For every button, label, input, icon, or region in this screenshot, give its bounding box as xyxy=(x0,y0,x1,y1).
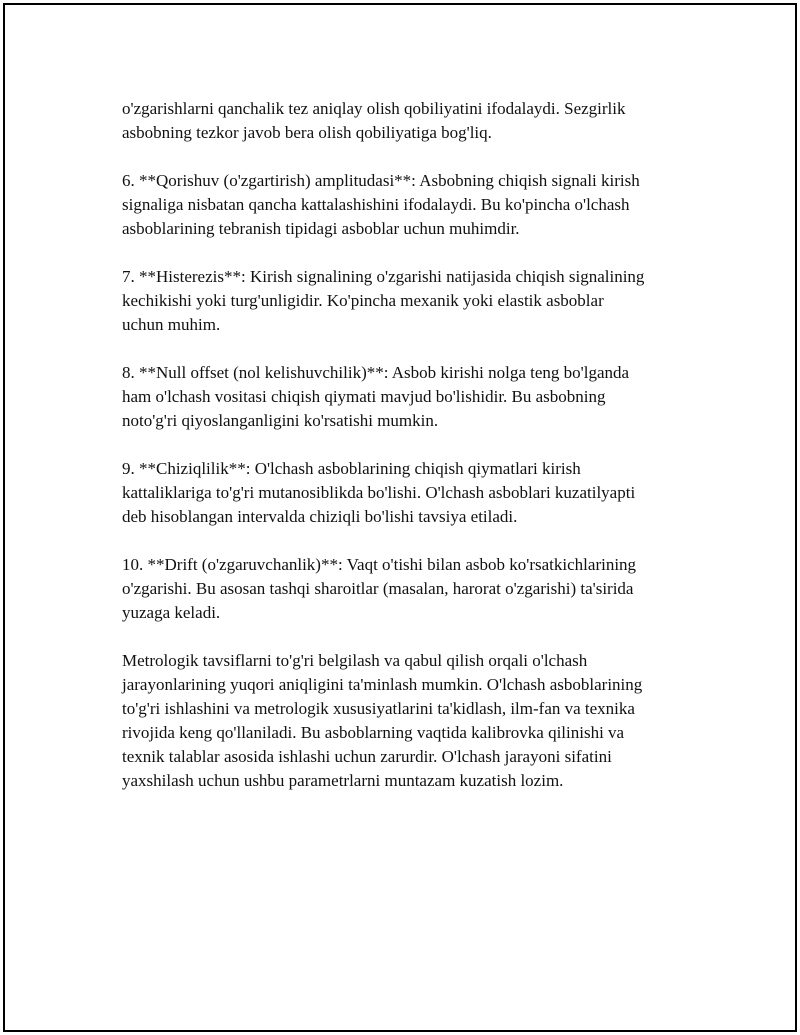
paragraph-item-7-hysteresis xyxy=(122,265,697,337)
text-line: to'g'ri ishlashini va metrologik xususiyatlarini ta'kidlash, ilm-fan va texnika xyxy=(122,699,635,718)
text-line: asboblarining tebranish tipidagi asboblar uchun muhimdir. xyxy=(122,219,520,238)
paragraph-sensitivity-continuation xyxy=(122,97,697,145)
text-line: 9. **Chiziqlilik**: O'lchash asboblarining chiqish qiymatlari kirish xyxy=(122,459,581,478)
text-line: 6. **Qorishuv (o'zgartirish) amplitudasi**: Asbobning chiqish signali kirish xyxy=(122,171,640,190)
document-body xyxy=(122,97,697,817)
text-line: jarayonlarining yuqori aniqligini ta'minlash mumkin. O'lchash asboblarining xyxy=(122,675,643,694)
paragraph-item-10-drift xyxy=(122,553,697,625)
text-line: Metrologik tavsiflarni to'g'ri belgilash va qabul qilish orqali o'lchash xyxy=(122,651,588,670)
text-line: asbobning tezkor javob bera olish qobiliyatiga bog'liq. xyxy=(122,123,492,142)
page-frame xyxy=(3,3,797,1032)
text-line: yuzaga keladi. xyxy=(122,603,221,622)
text-line: uchun muhim. xyxy=(122,315,221,334)
text-line: noto'g'ri qiyoslanganligini ko'rsatishi mumkin. xyxy=(122,411,439,430)
text-line: deb hisoblangan intervalda chiziqli bo'lishi tavsiya etiladi. xyxy=(122,507,518,526)
text-line: ham o'lchash vositasi chiqish qiymati mavjud bo'lishidir. Bu asbobning xyxy=(122,387,606,406)
text-line: 8. **Null offset (nol kelishuvchilik)**: Asbob kirishi nolga teng bo'lganda xyxy=(122,363,630,382)
text-line: signaliga nisbatan qancha kattalashishini ifodalaydi. Bu ko'pincha o'lchash xyxy=(122,195,630,214)
text-line: kechikishi yoki turg'unligidir. Ko'pincha mexanik yoki elastik asboblar xyxy=(122,291,604,310)
text-line: o'zgarishi. Bu asosan tashqi sharoitlar (masalan, harorat o'zgarishi) ta'sirida xyxy=(122,579,634,598)
text-line: rivojida keng qo'llaniladi. Bu asboblarning vaqtida kalibrovka qilinishi va xyxy=(122,723,625,742)
text-line: o'zgarishlarni qanchalik tez aniqlay olish qobiliyatini ifodalaydi. Sezgirlik xyxy=(122,99,626,118)
text-line: 10. **Drift (o'zgaruvchanlik)**: Vaqt o'tishi bilan asbob ko'rsatkichlarining xyxy=(122,555,637,574)
text-line: texnik talablar asosida ishlashi uchun zarurdir. O'lchash jarayoni sifatini xyxy=(122,747,612,766)
paragraph-conclusion xyxy=(122,649,697,793)
paragraph-item-6-amplitude xyxy=(122,169,697,241)
text-line: kattaliklariga to'g'ri mutanosiblikda bo'lishi. O'lchash asboblari kuzatilyapti xyxy=(122,483,636,502)
text-line: yaxshilash uchun ushbu parametrlarni muntazam kuzatish lozim. xyxy=(122,771,564,790)
text-line: 7. **Histerezis**: Kirish signalining o'zgarishi natijasida chiqish signalining xyxy=(122,267,645,286)
paragraph-item-9-linearity xyxy=(122,457,697,529)
paragraph-item-8-null-offset xyxy=(122,361,697,433)
